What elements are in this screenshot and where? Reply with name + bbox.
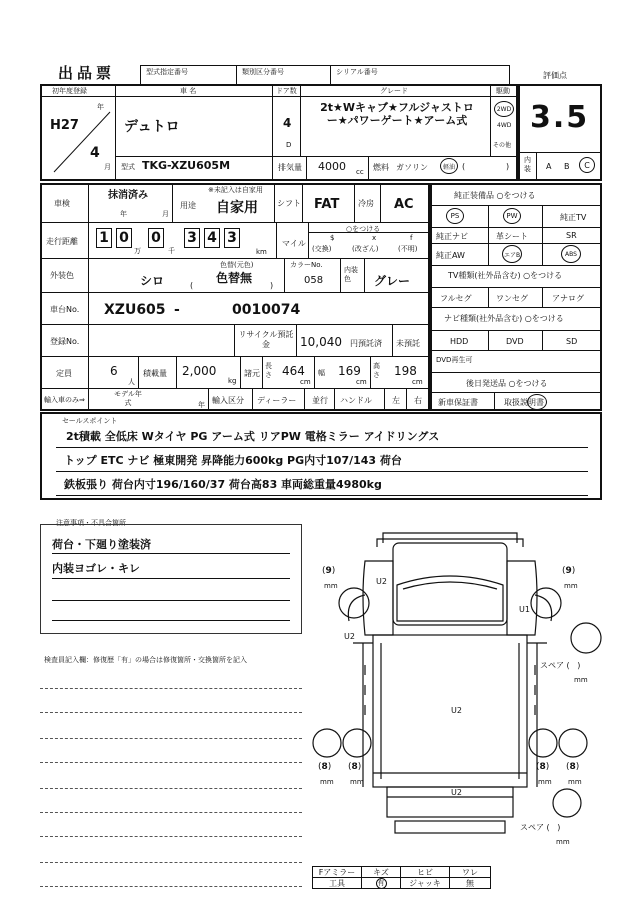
tire-rear-left-outer-unit: mm <box>320 778 334 786</box>
tire-rear-right-outer: (8) <box>566 762 580 772</box>
standard-equipment-title: 純正装備品 ○をつける <box>454 191 536 200</box>
chassis-number: 0010074 <box>232 302 301 318</box>
interior-grade-a: A <box>546 162 552 171</box>
color-swap-close: ) <box>270 281 274 290</box>
fuel-other-close: ) <box>506 162 510 171</box>
color-swap-open: ( <box>190 281 194 290</box>
cooling-label: 冷房 <box>358 199 374 208</box>
equip-leather: 革シート <box>496 232 528 241</box>
tire-rear-left-inner: (8) <box>348 762 362 772</box>
mileage-label: 走行距離 <box>46 237 78 246</box>
mileage-digit-2: 0 <box>116 228 132 248</box>
first-reg-month: 4 <box>90 145 100 161</box>
equip-ps: PS <box>446 208 464 224</box>
import-parallel: 並行 <box>312 396 328 405</box>
import-dealer: ディーラー <box>257 396 297 405</box>
sales-line-1: 2t積載 全低床 Wタイヤ PG アーム式 リアPW 電格ミラー アイドリングス <box>66 430 440 443</box>
equip-airbag: エアB <box>502 245 522 263</box>
color-no-label: カラーNo. <box>290 261 323 269</box>
tv-analog: アナログ <box>552 294 584 303</box>
mileage-unit-km: km <box>256 248 267 256</box>
registration-label: 登録No. <box>50 337 80 346</box>
recycle-status: 未預託 <box>396 339 420 348</box>
width-unit: cm <box>356 378 367 386</box>
use-note: ※未記入は自家用 <box>208 186 263 194</box>
damage-mark-2: U1 <box>519 605 530 614</box>
mileage-sym-x: x <box>372 234 377 242</box>
navi-sd: SD <box>566 337 578 346</box>
legend-tools-value <box>361 877 401 889</box>
drive-other: その他 <box>493 142 512 149</box>
mileage-sym-f: f <box>410 234 413 242</box>
car-name: デュトロ <box>124 119 180 135</box>
interior-grade-b: B <box>564 162 570 171</box>
chassis-label: 車台No. <box>50 305 80 314</box>
tire-front-right-unit: mm <box>564 582 578 590</box>
import-year-unit: 年 <box>198 401 205 409</box>
first-reg-year-unit: 年 <box>97 103 104 111</box>
tire-front-left-unit: mm <box>324 582 338 590</box>
drive-label: 駆動 <box>496 87 510 95</box>
import-type-label: 輸入区分 <box>212 396 244 405</box>
evaluation-score: 3.5 <box>530 100 590 135</box>
inspection-month-unit: 月 <box>162 210 169 218</box>
model-year-label: モデル年式 <box>114 390 142 407</box>
mileage-digit-5: 4 <box>204 228 220 248</box>
tv-fullseg: フルセグ <box>440 294 472 303</box>
length-unit: cm <box>300 378 311 386</box>
spare-lower-unit: mm <box>556 838 570 846</box>
damage-mark-1: U2 <box>376 577 387 586</box>
interior-label: 内装 <box>524 156 531 173</box>
height-label: 高さ <box>373 362 380 379</box>
height-unit: cm <box>412 378 423 386</box>
spare-upper-unit: mm <box>574 676 588 684</box>
color-no: 058 <box>304 275 324 286</box>
equip-abs: ABS <box>561 245 581 263</box>
navi-title: ナビ種類(社外品含む) ○をつける <box>444 314 564 323</box>
import-label: 輸入車のみ⇒ <box>44 396 85 404</box>
handle-left: 左 <box>392 396 400 405</box>
load-unit: kg <box>228 377 237 385</box>
chassis-prefix: XZU605 <box>104 302 166 318</box>
fuel-label: 燃料 <box>373 163 389 172</box>
page-title: 出品票 <box>58 64 116 82</box>
mileage-unit-man: 万 <box>134 247 141 255</box>
width-label: 幅 <box>318 369 325 377</box>
tv-oneseg: ワンセグ <box>496 294 528 303</box>
exterior-label: 外装色 <box>50 271 74 280</box>
doors-label: ドア数 <box>276 87 297 95</box>
drive-2wd: 2WD <box>494 101 514 117</box>
recycle-amount: 10,040 <box>300 335 342 349</box>
chassis-dash: - <box>174 302 180 318</box>
legend-tools-circle: 有 <box>377 879 385 887</box>
use-label: 用途 <box>180 201 196 210</box>
tire-rear-right-inner: (8) <box>536 762 550 772</box>
serial-label: シリアル番号 <box>336 68 378 76</box>
type-cert-label: 型式指定番号 <box>146 68 188 76</box>
spare-lower-label: スペア ( ) <box>520 823 561 832</box>
legend-jack-value: 無 <box>449 877 491 889</box>
fuel-gasoline: ガソリン <box>396 163 428 172</box>
drive-4wd: 4WD <box>497 122 512 129</box>
displacement-unit: cc <box>356 168 364 176</box>
first-reg-era: H27 <box>50 118 79 133</box>
fuel-other-open: ( <box>462 162 466 171</box>
recycle-label: リサイクル預託金 <box>238 330 294 349</box>
tire-rear-right-outer-unit: mm <box>568 778 582 786</box>
category-label: 類別区分番号 <box>242 68 284 76</box>
mileage-digit-3: 0 <box>148 228 164 248</box>
color-swap-value: 色替無 <box>216 271 253 285</box>
header-meta-row <box>140 65 510 85</box>
color-swap-label: 色替(元色) <box>220 261 254 269</box>
legend-crack: ヒビ <box>400 866 450 878</box>
mileage-replace: (交換) <box>312 245 332 253</box>
model-label: 型式 <box>121 163 135 171</box>
handle-right: 右 <box>414 396 422 405</box>
later-manual-label: 取扱説明書 <box>504 398 544 407</box>
equip-navi: 純正ナビ <box>436 232 468 241</box>
mileage-circle-note: ○をつける <box>346 225 381 233</box>
use-value: 自家用 <box>216 200 258 216</box>
tire-rear-left-inner-unit: mm <box>350 778 364 786</box>
length-label: 長さ <box>265 362 272 379</box>
notes-line-2: 内装ヨゴレ・キレ <box>52 562 140 575</box>
sales-line-3: 鉄板張り 荷台内寸196/160/37 荷台高83 車両総重量4980kg <box>64 478 382 491</box>
inspector-note: 検査員記入欄：修復歴「有」の場合は修復箇所・交換箇所を記入 <box>44 656 247 664</box>
cooling-value: AC <box>394 197 414 212</box>
equip-sr: SR <box>566 231 577 240</box>
mileage-digit-4: 3 <box>184 228 200 248</box>
capacity-people-unit: 人 <box>128 378 135 386</box>
navi-dvd: DVD <box>506 337 524 346</box>
tire-rear-left-outer: (8) <box>318 762 332 772</box>
exterior-color: シロ <box>140 274 165 288</box>
legend-mirror: Fアミラー <box>312 866 362 878</box>
navi-hdd: HDD <box>450 337 469 346</box>
recycle-unit: 円預託済 <box>350 339 382 348</box>
door-count: 4 <box>283 116 292 130</box>
legend-break: ワレ <box>449 866 491 878</box>
car-name-label: 車 名 <box>180 87 197 95</box>
rating-header: 評価点 <box>543 71 567 80</box>
mileage-unknown: (不明) <box>398 245 418 253</box>
spec-label: 諸元 <box>244 369 260 378</box>
height-value: 198 <box>394 364 417 378</box>
shift-label: シフト <box>277 199 301 208</box>
displacement-value: 4000 <box>318 160 346 173</box>
mileage-digit-1: 1 <box>96 228 112 248</box>
sales-points-label: セールスポイント <box>62 417 118 425</box>
load-value: 2,000 <box>182 364 217 378</box>
grade-label: グレード <box>380 87 408 95</box>
legend-jack: ジャッキ <box>400 877 450 889</box>
model-value: TKG-XZU605M <box>142 159 231 172</box>
width-value: 169 <box>338 364 361 378</box>
mileage-sym-dollar: $ <box>330 234 335 242</box>
length-value: 464 <box>282 364 305 378</box>
spare-upper-label: スペア ( ) <box>540 661 581 670</box>
interior-color-label: 内装色 <box>344 266 358 283</box>
capacity-label: 定員 <box>56 369 72 378</box>
damage-mark-4: U2 <box>451 706 462 715</box>
sales-line-2: トップ ETC ナビ 極東開発 昇降能力600kg PG内寸107/143 荷台 <box>64 454 402 467</box>
mileage-digit-6: 3 <box>224 228 240 248</box>
tv-title: TV種類(社外品含む) ○をつける <box>448 271 563 280</box>
fuel-diesel: 軽油 <box>440 158 458 174</box>
load-label: 積載量 <box>143 369 167 378</box>
shift-value: FAT <box>314 197 340 212</box>
later-warranty: 新車保証書 <box>438 398 478 407</box>
grade-value: 2t★Wキャブ★フルジャストロー★パワーゲート★アーム式 <box>320 101 474 127</box>
equip-pw: PW <box>503 208 521 224</box>
handle-label: ハンドル <box>340 396 372 405</box>
vehicle-diagram <box>305 525 605 870</box>
interior-grade-c: C <box>579 157 595 173</box>
tire-front-left: (9) <box>322 566 336 576</box>
dvd-play-label: DVD再生可 <box>436 356 473 364</box>
notes-line-1: 荷台・下廻り塗装済 <box>52 538 151 551</box>
damage-mark-5: U2 <box>451 788 462 797</box>
mileage-unit-sen: 千 <box>168 247 175 255</box>
inspection-status: 抹消済み <box>108 190 148 201</box>
tire-rear-right-inner-unit: mm <box>538 778 552 786</box>
legend-scratch: キズ <box>361 866 401 878</box>
later-title: 後日発送品 ○をつける <box>466 379 548 388</box>
damage-mark-3: U2 <box>344 632 355 641</box>
door-unit: D <box>286 141 292 149</box>
displacement-label: 排気量 <box>278 163 302 172</box>
equip-aw: 純正AW <box>436 251 465 260</box>
tire-front-right: (9) <box>562 566 576 576</box>
mileage-tampered: (改ざん) <box>352 245 379 253</box>
legend-tools: 工具 <box>312 877 362 889</box>
first-reg-month-unit: 月 <box>104 163 111 171</box>
notes-label: 注意事項・不具合箇所 <box>56 519 126 527</box>
capacity-people: 6 <box>110 364 118 378</box>
first-reg-slash <box>52 110 112 174</box>
inspection-year-unit: 年 <box>120 210 127 218</box>
mile-label: マイル <box>282 239 306 248</box>
first-reg-label: 初年度登録 <box>52 87 87 95</box>
interior-color: グレー <box>374 274 411 288</box>
equip-tv: 純正TV <box>560 213 587 222</box>
inspection-label: 車検 <box>54 199 70 208</box>
